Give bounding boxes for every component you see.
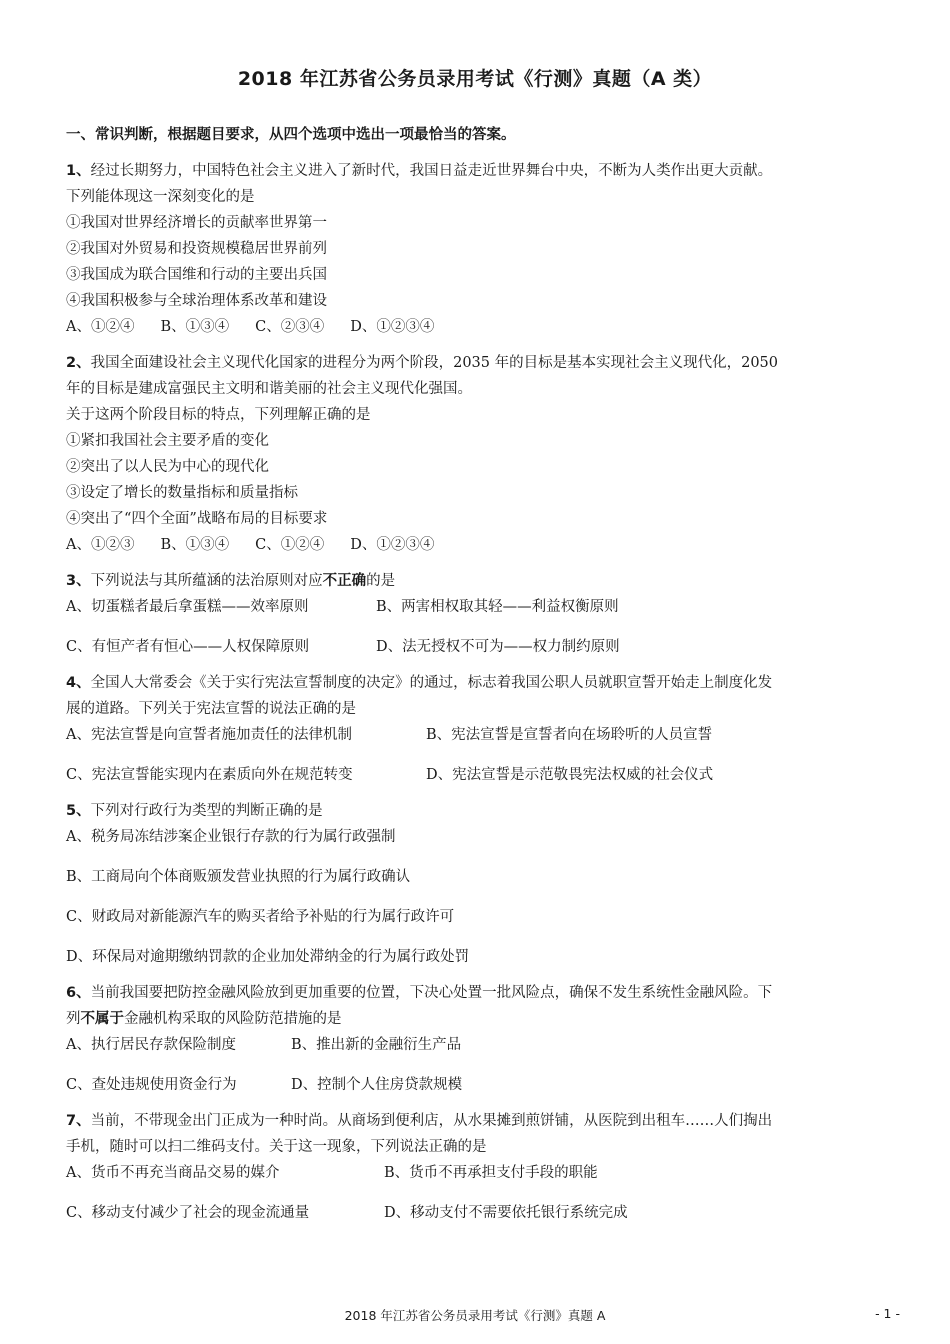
question-stem: 下列对行政行为类型的判断正确的是 bbox=[90, 803, 323, 819]
option-c: C、①②④ bbox=[255, 537, 325, 553]
answer-options bbox=[66, 1200, 886, 1226]
emphasis-text: 不属于 bbox=[80, 1011, 124, 1027]
footer-title: 2018 年江苏省公务员录用考试《行测》真题 A bbox=[344, 1308, 606, 1323]
answer-options bbox=[66, 314, 886, 340]
question-list bbox=[66, 158, 886, 1236]
question-number: 2、 bbox=[66, 355, 91, 371]
question-stem: 我国全面建设社会主义现代化国家的进程分为两个阶段，2035 年的目标是基本实现社会主义现代化，2050 bbox=[90, 355, 779, 371]
question-stem: 展的道路。下列关于宪法宣誓的说法正确的是 bbox=[66, 701, 356, 717]
question-number: 4、 bbox=[66, 675, 91, 691]
section-heading: 一、常识判断，根据题目要求，从四个选项中选出一项最恰当的答案。 bbox=[66, 127, 516, 143]
answer-options bbox=[66, 762, 886, 788]
option-c: C、财政局对新能源汽车的购买者给予补贴的行为属行政许可 bbox=[66, 909, 455, 925]
question-stem: 经过长期努力，中国特色社会主义进入了新时代，我国日益走近世界舞台中央，不断为人类作出更大贡献。 bbox=[90, 163, 773, 179]
option-d: D、宪法宣誓是示范敬畏宪法权威的社会仪式 bbox=[426, 767, 714, 783]
question-number: 3、 bbox=[66, 573, 91, 589]
option-a: A、①②③ bbox=[66, 537, 135, 553]
option-a: A、货币不再充当商品交易的媒介 bbox=[66, 1165, 280, 1181]
answer-options bbox=[66, 532, 886, 558]
question-stem: 金融机构采取的风险防范措施的是 bbox=[124, 1011, 342, 1027]
question-stem: 的是 bbox=[366, 573, 396, 589]
option-a: A、宪法宣誓是向宣誓者施加责任的法律机制 bbox=[66, 727, 352, 743]
option-a: A、①②④ bbox=[66, 319, 135, 335]
answer-options bbox=[66, 722, 886, 748]
option-c: C、查处违规使用资金行为 bbox=[66, 1077, 237, 1093]
option-b: B、两害相权取其轻——利益权衡原则 bbox=[376, 599, 619, 615]
emphasis-text: 不正确 bbox=[322, 573, 367, 589]
option-b: B、工商局向个体商贩颁发营业执照的行为属行政确认 bbox=[66, 869, 411, 885]
option-d: D、控制个人住房贷款规模 bbox=[291, 1077, 463, 1093]
question-number: 7、 bbox=[66, 1113, 91, 1129]
answer-options bbox=[66, 594, 886, 620]
question-stem: 下列说法与其所蕴涵的法治原则对应 bbox=[90, 573, 323, 589]
option-c: C、移动支付减少了社会的现金流通量 bbox=[66, 1205, 310, 1221]
option-c: C、②③④ bbox=[255, 319, 325, 335]
option-b: B、①③④ bbox=[160, 319, 230, 335]
question-stem: 年的目标是建成富强民主文明和谐美丽的社会主义现代化强国。 bbox=[66, 381, 472, 397]
answer-options bbox=[66, 634, 886, 660]
question-stem: 下列能体现这一深刻变化的是 bbox=[66, 189, 255, 205]
question-3 bbox=[66, 568, 886, 660]
statement-item: ②突出了以人民为中心的现代化 bbox=[66, 459, 269, 475]
statement-item: ①紧扣我国社会主要矛盾的变化 bbox=[66, 433, 269, 449]
question-4 bbox=[66, 670, 886, 788]
option-a: A、税务局冻结涉案企业银行存款的行为属行政强制 bbox=[66, 829, 396, 845]
option-b: B、宪法宣誓是宣誓者向在场聆听的人员宣誓 bbox=[426, 727, 713, 743]
option-a: A、切蛋糕者最后拿蛋糕——效率原则 bbox=[66, 599, 309, 615]
page-footer bbox=[0, 1306, 950, 1326]
option-b: B、①③④ bbox=[160, 537, 230, 553]
question-1 bbox=[66, 158, 886, 340]
answer-options bbox=[66, 1160, 886, 1186]
question-stem: 手机，随时可以扫二维码支付。关于这一现象，下列说法正确的是 bbox=[66, 1139, 487, 1155]
option-c: C、宪法宣誓能实现内在素质向外在规范转变 bbox=[66, 767, 353, 783]
question-number: 5、 bbox=[66, 803, 91, 819]
question-number: 1、 bbox=[66, 163, 91, 179]
question-stem: 全国人大常委会《关于实行宪法宣誓制度的决定》的通过，标志着我国公职人员就职宣誓开始走上制度化发 bbox=[90, 675, 773, 691]
option-b: B、推出新的金融衍生产品 bbox=[291, 1037, 462, 1053]
option-a: A、执行居民存款保险制度 bbox=[66, 1037, 236, 1053]
option-c: C、有恒产者有恒心——人权保障原则 bbox=[66, 639, 310, 655]
statement-item: ③设定了增长的数量指标和质量指标 bbox=[66, 485, 298, 501]
statement-item: ③我国成为联合国维和行动的主要出兵国 bbox=[66, 267, 327, 283]
question-stem: 当前我国要把防控金融风险放到更加重要的位置，下决心处置一批风险点，确保不发生系统性金融风险。下 bbox=[90, 985, 773, 1001]
statement-item: ④我国积极参与全球治理体系改革和建设 bbox=[66, 293, 327, 309]
page-title: 2018 年江苏省公务员录用考试《行测》真题（A 类） bbox=[237, 68, 713, 90]
statement-item: ①我国对世界经济增长的贡献率世界第一 bbox=[66, 215, 327, 231]
question-5 bbox=[66, 798, 886, 970]
option-d: D、①②③④ bbox=[350, 537, 435, 553]
option-d: D、环保局对逾期缴纳罚款的企业加处滞纳金的行为属行政处罚 bbox=[66, 949, 470, 965]
question-2 bbox=[66, 350, 886, 558]
option-b: B、货币不再承担支付手段的职能 bbox=[384, 1165, 598, 1181]
page-number: - 1 - bbox=[875, 1306, 900, 1321]
question-stem: 列 bbox=[66, 1011, 81, 1027]
question-number: 6、 bbox=[66, 985, 91, 1001]
option-d: D、法无授权不可为——权力制约原则 bbox=[376, 639, 620, 655]
statement-item: ②我国对外贸易和投资规模稳居世界前列 bbox=[66, 241, 327, 257]
question-7 bbox=[66, 1108, 886, 1226]
statement-item: ④突出了“四个全面”战略布局的目标要求 bbox=[66, 511, 328, 527]
question-stem: 关于这两个阶段目标的特点，下列理解正确的是 bbox=[66, 407, 371, 423]
answer-options bbox=[66, 1072, 886, 1098]
question-6 bbox=[66, 980, 886, 1098]
answer-options bbox=[66, 1032, 886, 1058]
option-d: D、移动支付不需要依托银行系统完成 bbox=[384, 1205, 628, 1221]
question-stem: 当前，不带现金出门正成为一种时尚。从商场到便利店，从水果摊到煎饼铺，从医院到出租车……人们掏出 bbox=[90, 1113, 773, 1129]
option-d: D、①②③④ bbox=[350, 319, 435, 335]
